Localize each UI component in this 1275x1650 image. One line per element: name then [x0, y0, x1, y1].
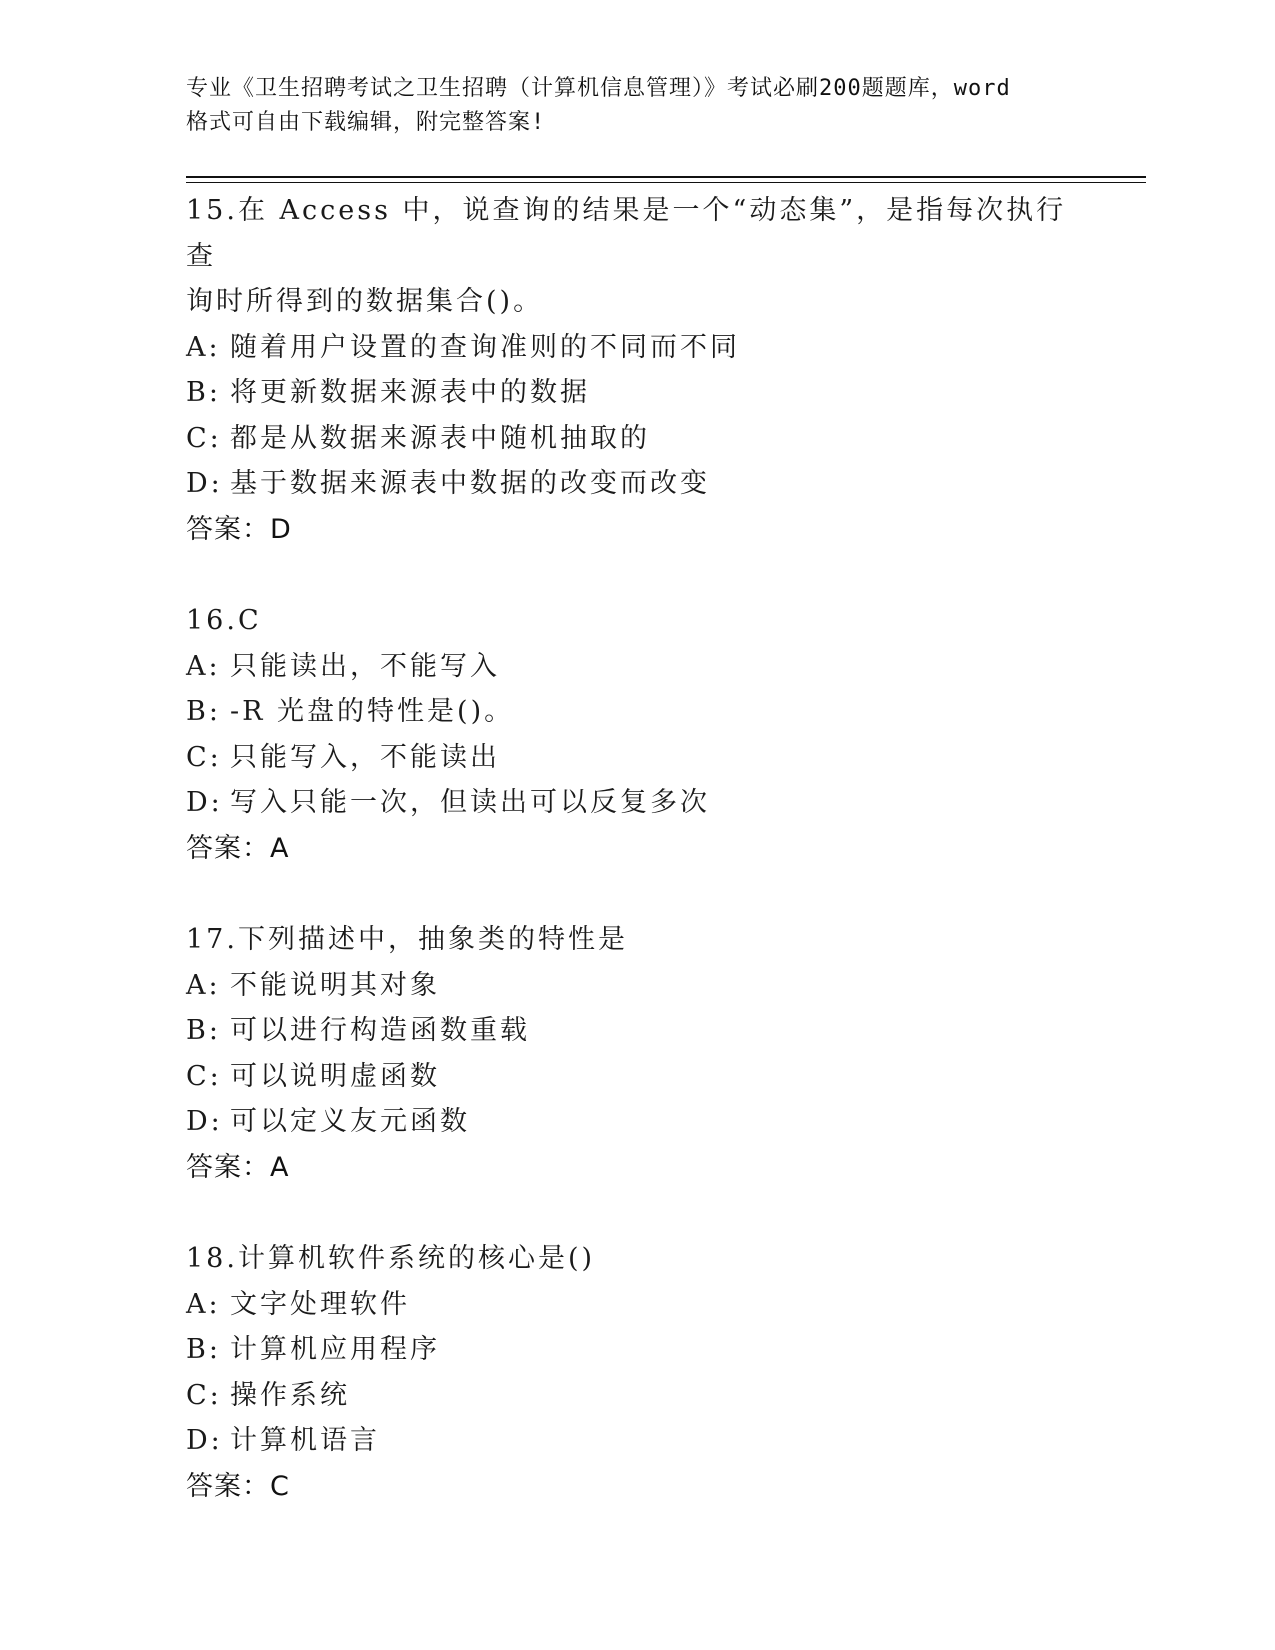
option-text: 不能说明其对象 — [230, 969, 440, 1001]
answer-line: 答案：A — [186, 1151, 290, 1183]
option-key: A: — [186, 969, 221, 1001]
option-key: D: — [186, 1106, 223, 1137]
question-17 — [186, 917, 1086, 1190]
question-stem-line: 17.下列描述中，抽象类的特性是 — [186, 924, 628, 955]
option-c — [186, 1054, 1086, 1100]
option-text: -R 光盘的特性是()。 — [230, 696, 515, 727]
option-key: C: — [186, 741, 222, 773]
option-c — [186, 416, 1086, 462]
option-a — [186, 1282, 1086, 1328]
option-key: C: — [186, 1379, 222, 1411]
question-18 — [186, 1236, 1086, 1509]
question-list — [186, 188, 1086, 1509]
option-text: 只能写入，不能读出 — [230, 741, 500, 773]
option-key: D: — [186, 787, 223, 818]
option-b — [186, 1327, 1086, 1373]
header-line-1: 专业《卫生招聘考试之卫生招聘（计算机信息管理）》考试必刷200题题库，word — [186, 76, 1011, 101]
option-d — [186, 780, 1086, 826]
option-text: 可以说明虚函数 — [230, 1060, 440, 1092]
option-b — [186, 689, 1086, 735]
option-c — [186, 1373, 1086, 1419]
option-text: 都是从数据来源表中随机抽取的 — [230, 422, 650, 454]
answer-line: 答案：D — [186, 513, 292, 545]
answer-line: 答案：C — [186, 1470, 290, 1502]
question-spacer — [186, 552, 1086, 598]
option-a — [186, 325, 1086, 371]
option-key: D: — [186, 1425, 223, 1456]
option-key: A: — [186, 1288, 221, 1320]
option-text: 基于数据来源表中数据的改变而改变 — [230, 468, 710, 499]
header-line-2: 格式可自由下载编辑，附完整答案! — [186, 110, 546, 135]
option-d — [186, 1418, 1086, 1464]
option-text: 将更新数据来源表中的数据 — [230, 377, 590, 408]
option-key: C: — [186, 1060, 222, 1092]
option-a — [186, 963, 1086, 1009]
option-key: B: — [186, 696, 221, 727]
question-spacer — [186, 871, 1086, 917]
option-text: 只能读出，不能写入 — [230, 650, 500, 682]
header-divider-thick — [186, 176, 1146, 178]
question-16 — [186, 598, 1086, 871]
option-b — [186, 370, 1086, 416]
option-d — [186, 461, 1086, 507]
option-text: 可以定义友元函数 — [230, 1106, 470, 1137]
option-b — [186, 1008, 1086, 1054]
header-divider-thin — [186, 182, 1146, 183]
option-text: 操作系统 — [230, 1379, 350, 1411]
option-key: A: — [186, 650, 221, 682]
question-stem-line: 16.C — [186, 605, 262, 636]
option-a — [186, 644, 1086, 690]
option-text: 随着用户设置的查询准则的不同而不同 — [230, 331, 740, 363]
option-text: 写入只能一次，但读出可以反复多次 — [230, 787, 710, 818]
option-key: B: — [186, 1015, 221, 1046]
option-key: B: — [186, 377, 221, 408]
option-text: 计算机应用程序 — [230, 1334, 440, 1365]
option-text: 文字处理软件 — [230, 1288, 410, 1320]
option-text: 计算机语言 — [230, 1425, 380, 1456]
document-header — [186, 72, 1086, 140]
question-stem-line: 18.计算机软件系统的核心是() — [186, 1243, 596, 1274]
option-d — [186, 1099, 1086, 1145]
question-15 — [186, 188, 1086, 552]
option-key: D: — [186, 468, 223, 499]
question-spacer — [186, 1190, 1086, 1236]
answer-line: 答案：A — [186, 832, 290, 864]
question-stem-line: 15.在 Access 中，说查询的结果是一个“动态集”，是指每次执行查 — [186, 195, 1067, 272]
option-key: C: — [186, 422, 222, 454]
option-key: B: — [186, 1334, 221, 1365]
question-stem-line: 询时所得到的数据集合()。 — [186, 286, 544, 317]
option-key: A: — [186, 331, 221, 363]
option-text: 可以进行构造函数重载 — [230, 1015, 530, 1046]
option-c — [186, 735, 1086, 781]
